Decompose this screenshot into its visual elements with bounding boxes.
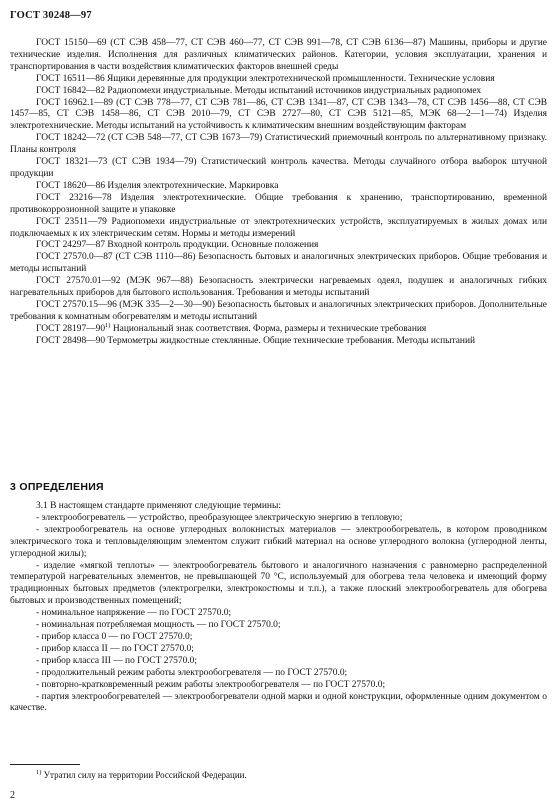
- definition-item: - прибор класса 0 — по ГОСТ 27570.0;: [36, 631, 193, 642]
- reference-item: ГОСТ 18242—72 (СТ СЭВ 548—77, СТ СЭВ 1673—79) Статистический приемочный контроль по альтернативному признаку. Планы контроля: [10, 133, 547, 156]
- page-number: 2: [10, 790, 15, 801]
- page-header: ГОСТ 30248—97: [10, 10, 92, 21]
- reference-item: ГОСТ 28498—90 Термометры жидкостные стеклянные. Общие технические требования. Методы испытаний: [36, 335, 476, 346]
- definitions-intro: 3.1 В настоящем стандарте применяют следующие термины:: [36, 501, 281, 511]
- reference-item: ГОСТ 18321—73 (СТ СЭВ 1934—79) Статистический контроль качества. Методы случайного отбора выборок штучной продукции: [10, 157, 547, 179]
- footnote: [36, 770, 247, 780]
- reference-item: ГОСТ 15150—69 (СТ СЭВ 458—77, СТ СЭВ 460—77, СТ СЭВ 991—78, СТ СЭВ 6136—87) Машины, приборы и другие технические изделия. Исполнения для различных климатических районов. Категории, условия эксплуатации, хранения и транспортирования в части воздействия климатических факторов внешней среды: [10, 38, 547, 72]
- definition-item: - номинальная потребляемая мощность — по ГОСТ 27570.0;: [36, 620, 281, 631]
- reference-item: ГОСТ 27570.15—96 (МЭК 335—2—30—90) Безопасность бытовых и аналогичных электрических приборов. Дополнительные требования к комнатным обогревателям и методы испытаний: [10, 299, 547, 322]
- footnote-divider: [10, 764, 80, 765]
- definition-item: - номинальное напряжение — по ГОСТ 27570.0;: [36, 608, 232, 619]
- footnote-marker: 1): [105, 321, 111, 329]
- reference-item: ГОСТ 23216—78 Изделия электротехнические. Общие требования к хранению, транспортированию, временной противокоррозионной защите и упаковке: [10, 192, 547, 215]
- reference-item-28197: [10, 321, 547, 336]
- reference-item: ГОСТ 16842—82 Радиопомехи индустриальные. Методы испытаний источников индустриальных радиопомех: [36, 85, 482, 96]
- reference-code: ГОСТ 28197—90: [36, 323, 106, 334]
- definition-item: - электрообогреватель — устройство, преобразующее электрическую энергию в тепловую;: [36, 512, 403, 523]
- definition-item: - партия электрообогревателей — электрообогреватели одной марки и одной конструкции, оформленные одним документом о качестве.: [10, 691, 547, 714]
- reference-item: ГОСТ 16511—86 Ящики деревянные для продукции электротехнической промышленности. Технические условия: [36, 73, 495, 84]
- footnote-marker: 1): [36, 769, 42, 776]
- definition-item: - прибор класса II — по ГОСТ 27570.0;: [36, 643, 194, 654]
- definition-item: - продолжительный режим работы электрообогревателя — по ГОСТ 27570.0;: [36, 667, 348, 678]
- reference-item: ГОСТ 24297—87 Входной контроль продукции. Основные положения: [36, 240, 319, 251]
- definition-item: - электрообогреватель на основе углеродных волокнистых материалов — электрообогреватель, в котором проводником электрического тока и тепловыделяющим элементом служит гибкий материал на основе углеродного волокна (углеродной ленты, углеродной жилы);: [10, 524, 547, 559]
- definition-item: - повторно-кратковременный режим работы электрообогревателя — по ГОСТ 27570.0;: [36, 679, 386, 690]
- definition-item: - изделие «мягкой теплоты» — электрообогреватель бытового и аналогичного назначения с равномерно распределенной температурой нагревательных элементов, не превышающей 70 °С, используемый для обогрева тела человека и имеющий форму традиционных бытовых предметов (электрогрелки, электрокостюмы и т.п.), а также плоский электрообогреватель для обогрева бытовых и производственных помещений;: [10, 560, 547, 607]
- reference-item: ГОСТ 18620—86 Изделия электротехнические. Маркировка: [36, 180, 279, 191]
- definition-item: - прибор класса III — по ГОСТ 27570.0;: [36, 655, 198, 666]
- footnote-text: Утратил силу на территории Российской Федерации.: [41, 770, 247, 780]
- reference-item: ГОСТ 23511—79 Радиопомехи индустриальные от электротехнических устройств, эксплуатируемых в жилых домах или подключаемых к их электрическим сетям. Нормы и методы измерений: [10, 216, 547, 239]
- reference-item: ГОСТ 27570.01—92 (МЭК 967—88) Безопасность электрически нагреваемых одеял, подушек и аналогичных гибких нагревательных приборов для бытового использования. Требования и методы испытаний: [10, 276, 547, 299]
- references-list: [10, 38, 547, 348]
- reference-text: Национальный знак соответствия. Форма, размеры и технические требования: [110, 323, 427, 334]
- definitions-list: [10, 501, 547, 715]
- section-heading: 3 ОПРЕДЕЛЕНИЯ: [10, 481, 104, 493]
- reference-item: ГОСТ 16962.1—89 (СТ СЭВ 778—77, СТ СЭВ 781—86, СТ СЭВ 1341—87, СТ СЭВ 1343—78, СТ СЭВ 1456—88, СТ СЭВ 1457—85, СТ СЭВ 1458—86, СТ СЭВ 2010—79, СТ СЭВ 2727—80, СТ СЭВ 5121—85, МЭК 68—2—1—74) Изделия электротехнические. Методы испытаний на устойчивость к климатическим внешним воздействующим факторам: [10, 97, 547, 132]
- reference-item: ГОСТ 27570.0—87 (СТ СЭВ 1110—86) Безопасность бытовых и аналогичных электрических приборов. Общие требования и методы испытаний: [10, 252, 547, 275]
